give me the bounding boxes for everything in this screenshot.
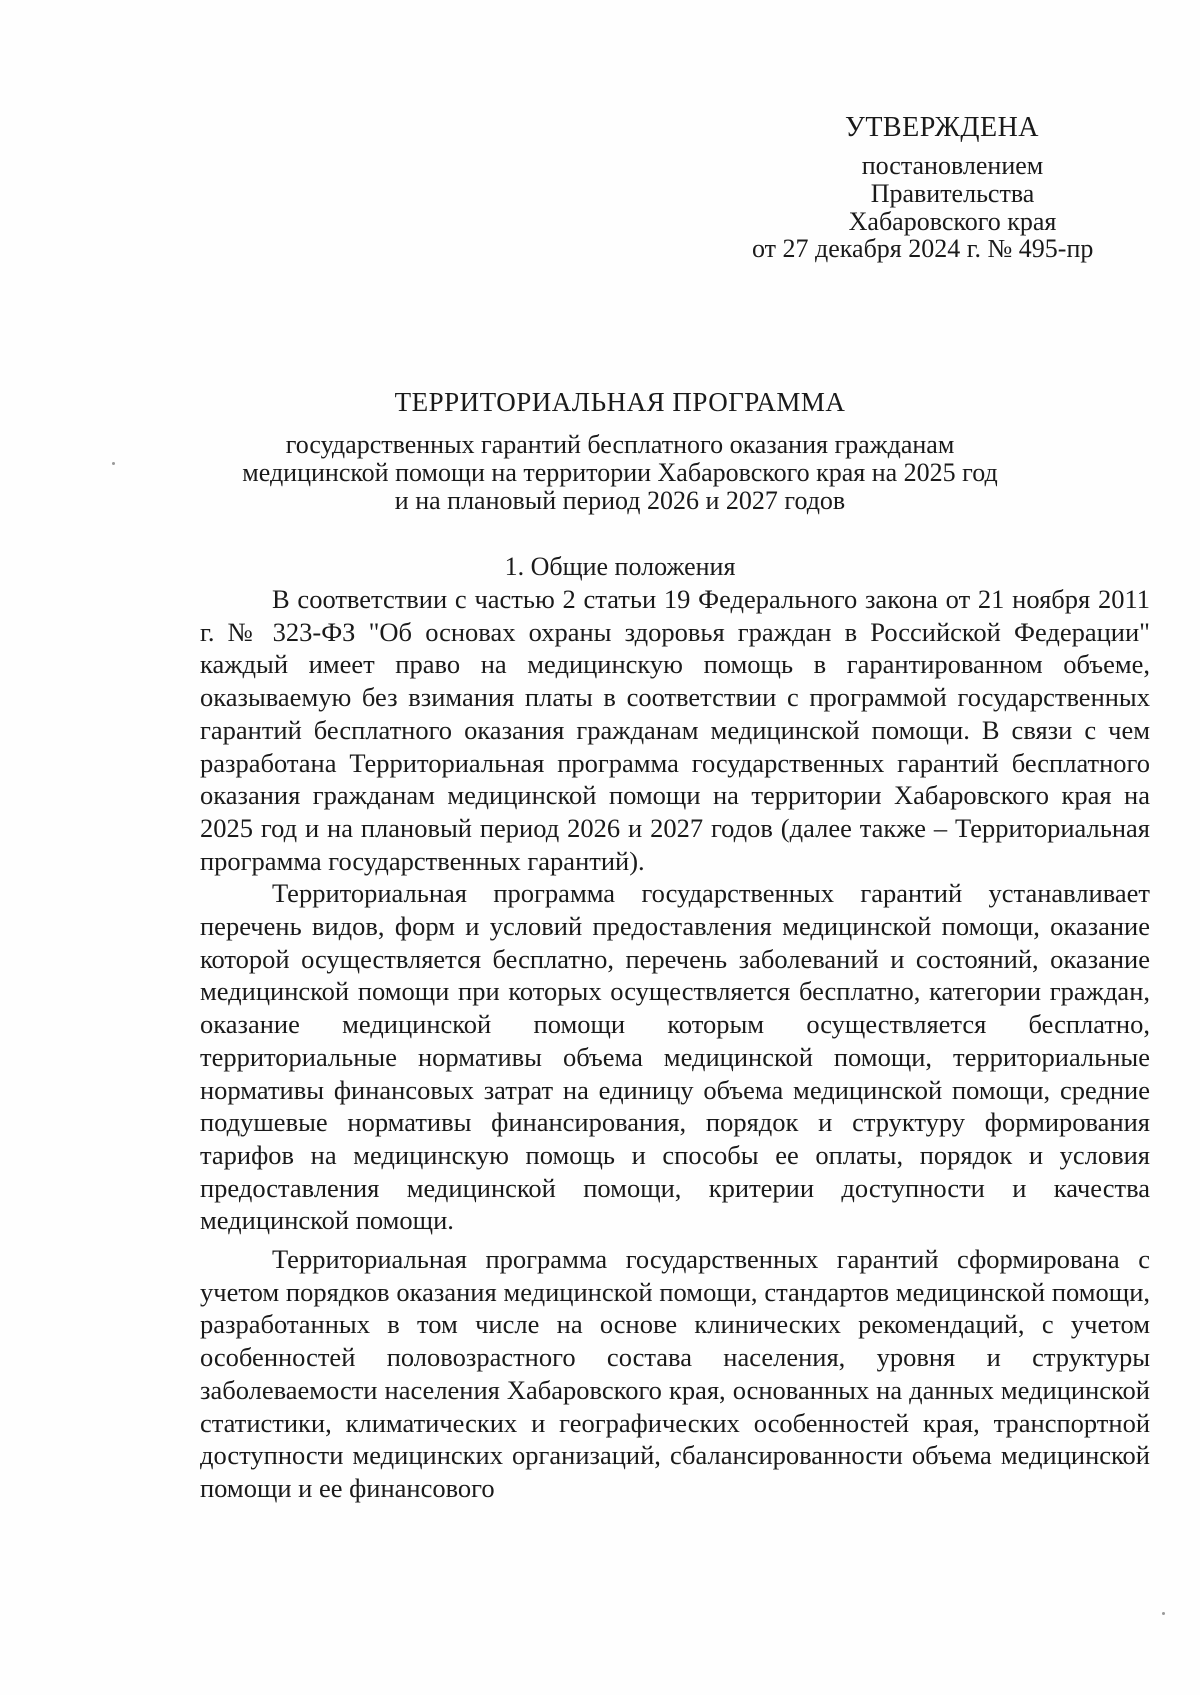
approved-label: УТВЕРЖДЕНА (845, 112, 1040, 143)
document-subtitle-line: и на плановый период 2026 и 2027 годов (394, 486, 846, 515)
approval-basis-line: постановлением (861, 151, 1044, 180)
scan-artifact (1162, 1612, 1165, 1615)
section-heading: 1. Общие положения (504, 552, 736, 581)
body-paragraph: Территориальная программа государственных гарантий сформирована с учетом порядков оказания медицинской помощи, стандартов медицинской помощи, разработанных в том числе на основе клинических рекомендаций, с учетом особенностей половозрастного состава населения, уровня и структуры заболеваемости населения Хабаровского края, основанных на данных медицинской статистики, климатических и географических особенностей края, транспортной доступности медицинских организаций, сбалансированности объема медицинской помощи и ее финансового (200, 1244, 1150, 1503)
approval-basis-line: Хабаровского края (848, 207, 1057, 236)
approval-stamp (752, 108, 1094, 263)
approval-basis-line: Правительства (870, 179, 1035, 208)
section-body (200, 583, 1150, 1505)
body-paragraph: Территориальная программа государственных гарантий устанавливает перечень видов, форм и условий предоставления медицинской помощи, оказание которой осуществляется бесплатно, перечень заболеваний и состояний, оказание медицинской помощи при которых осуществляется бесплатно, категории граждан, оказание медицинской помощи которым осуществляется бесплатно, территориальные нормативы объема медицинской помощи, территориальные нормативы финансовых затрат на единицу объема медицинской помощи, средние подушевые нормативы финансирования, порядок и структуру формирования тарифов на медицинскую помощь и способы ее оплаты, порядок и условия предоставления медицинской помощи, критерии доступности и качества медицинской помощи. (200, 878, 1150, 1236)
approval-basis (820, 152, 1085, 236)
document-title: ТЕРРИТОРИАЛЬНАЯ ПРОГРАММА (394, 387, 846, 417)
document-subtitle-line: медицинской помощи на территории Хабаровского края на 2025 год (242, 458, 998, 487)
approval-date-number: от 27 декабря 2024 г. № 495-пр (752, 234, 1094, 263)
document-subtitle (200, 431, 1040, 515)
document-title-block (200, 385, 1040, 515)
scan-artifact (112, 462, 115, 465)
body-paragraph: В соответствии с частью 2 статьи 19 Федерального закона от 21 ноября 2011 г. № 323-ФЗ "Об основах охраны здоровья граждан в Российской Федерации" каждый имеет право на медицинскую помощь в гарантированном объеме, оказываемую без взимания платы в соответствии с программой государственных гарантий бесплатного оказания гражданам медицинской помощи. В связи с чем разработана Территориальная программа государственных гарантий бесплатного оказания гражданам медицинской помощи на территории Хабаровского края на 2025 год и на плановый период 2026 и 2027 годов (далее также – Территориальная программа государственных гарантий). (200, 584, 1150, 876)
document-subtitle-line: государственных гарантий бесплатного оказания гражданам (285, 430, 955, 459)
